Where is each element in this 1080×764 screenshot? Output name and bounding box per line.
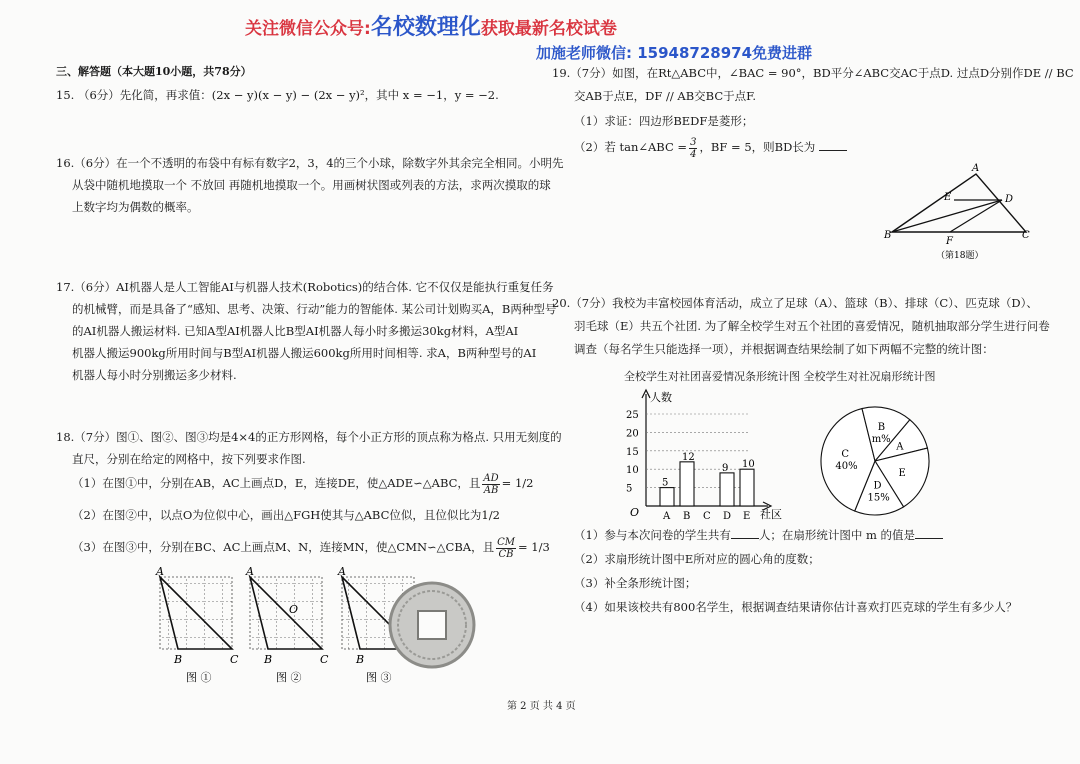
q19-pt-A: A [972,163,980,174]
q16-line1: 16.（6分）在一个不透明的布袋中有标有数字2，3，4的三个小球，除数字外其余完全相同。小明先 [56,156,564,170]
bar-ytick-label: 25 [626,410,639,421]
q19-part1: （1）求证：四边形BEDF是菱形； [574,114,754,128]
q20-q2: （2）求扇形统计图中E所对应的圆心角的度数； [574,552,820,566]
bar-value-label-A: 5 [662,477,669,489]
q18-part3-num: CM [497,536,515,548]
bar-value-label-B: 12 [682,451,695,463]
fig2-label-A: A [246,565,254,578]
fig1-label-A: A [156,565,164,578]
fig2-label-B: B [264,653,273,666]
q18-part2-text: （2）在图②中，以点O为位似中心，画出△FGH使其与△ABC位似，且位似比为 [72,508,482,522]
pie-label-A: A [896,441,904,453]
q19-pt-D: D [1005,194,1014,205]
q18-part1-num: AD [483,472,499,484]
q19-fig-caption: （第18题） [936,251,984,260]
bar-category-label-E: E [743,511,751,522]
bar-ytick-label: 10 [626,465,639,477]
q19-part2-num: 3 [690,136,697,148]
page-footer: 第 2 页 共 4 页 [507,701,576,712]
q17-line3: 的AI机器人搬运材料. 已知A型AI机器人比B型AI机器人每小时多搬运30kg材料，A型AI [72,324,519,338]
q18-part1-den: AB [483,484,499,496]
q18-part1-fraction [482,473,499,496]
header-banner [245,10,617,41]
q18-part1-text: （1）在图①中，分别在AB，AC上画点D，E，连接DE，使△ADE∽△ABC，且 [72,476,481,490]
bar-category-label-C: C [703,511,711,522]
q17-line4: 机器人搬运900kg所用时间与B型AI机器人搬运600kg所用时间相等. 求A，B两种型号的AI [72,346,537,360]
bar-value-label-D: 9 [722,462,729,474]
q19-part2-fraction [689,137,697,160]
q18-figure-1 [155,565,239,684]
banner-brand: 名校数理化 [370,15,481,40]
bar-ytick-label: 5 [626,483,633,495]
fig3-label-A: A [338,565,346,578]
fig3-caption: 图 ③ [366,671,392,684]
pie-label-E: E [898,468,906,480]
section-heading: 三、解答题（本大题10小题，共78分） [56,65,252,78]
pie-label-D: D [873,480,882,492]
fig2-label-C: C [320,653,329,666]
q18-part2 [72,504,500,526]
q18-part3-den: CB [498,548,514,560]
q19-part2-text-a: （2）若 tan∠ABC = [574,140,688,154]
pie-label-B: B [877,422,886,434]
q20-chart-title: 全校学生对社团喜爱情况条形统计图 全校学生对社况扇形统计图 [624,370,936,383]
q19-pt-B: B [884,230,892,241]
q17-line1: 17.（6分）AI机器人是人工智能AI与机器人技术(Robotics)的结合体. 它不仅仅是能执行重复任务 [56,280,554,294]
banner-suffix: 获取最新名校试卷 [480,19,617,39]
bar-A [660,488,674,506]
q18-part2-val: 1/2 [481,508,500,522]
q18-part1 [72,472,533,496]
fig1-caption: 图 ① [186,671,212,684]
q18-figures [150,565,490,690]
q20-pie-chart [818,404,932,518]
fig1-label-B: B [174,653,183,666]
q15-text: 15. （6分）先化简，再求值：(2x − y)(x − y) − (2x − y)²，其中 x = −1，y = −2. [56,88,499,102]
q19-part2 [574,136,847,160]
bar-category-label-B: B [683,511,691,522]
pie-value-D: 15% [867,492,890,504]
q20-line1: 20.（7分）我校为丰富校园体育活动，成立了足球（A）、篮球（B）、排球（C）、匹克球（D）、 [552,296,1038,310]
q19-part2-den: 4 [690,148,697,160]
bar-ytick-label: 20 [626,428,639,440]
fig1-label-C: C [230,653,239,666]
bar-xlabel: 社区 [760,508,782,521]
q19-line2: 交AB于点E，DF // AB交BC于点F. [574,89,756,103]
q18-part3-fraction [496,537,516,560]
q20-q1-blank-2[interactable] [915,526,943,539]
q18-part3 [72,536,550,560]
q20-line3: 调查（每名学生只能选择一项），并根据调查结果绘制了如下两幅不完整的统计图： [574,342,994,356]
q19-line1: 19.（7分）如图，在Rt△ABC中，∠BAC = 90°，BD平分∠ABC交AC于点D. 过点D分别作DE // BC [552,66,1074,80]
bar-D [720,473,734,506]
q20-q3: （3）补全条形统计图； [574,576,697,590]
bar-ytick-label: 15 [626,446,639,458]
coin-seal-icon [390,583,474,667]
q19-figure [880,160,1040,260]
bar-E [740,469,754,506]
q16-line3: 上数字均为偶数的概率。 [72,200,199,214]
q20-q1 [574,524,943,546]
fig2-label-O: O [289,603,299,616]
q16-line2: 从袋中随机地摸取一个 不放回 再随机地摸取一个。用画树状图或列表的方法，求两次摸取的球 [72,178,551,192]
bar-origin: O [630,506,640,519]
bar-value-label-E: 10 [742,459,755,471]
pie-value-B: m% [871,434,891,446]
q19-part2-text-b: ，BF = 5，则BD长为 [699,140,816,154]
q18-line2: 直尺，分别在给定的网格中，按下列要求作图. [72,452,306,466]
q20-q1-blank-1[interactable] [731,526,759,539]
q20-bar-chart [618,388,794,522]
q17-line2: 的机械臂，而是具备了“感知、思考、决策、行动”能力的智能体. 某公司计划购买A，B两种型号 [72,302,557,316]
q20-q1-text-a: （1）参与本次问卷的学生共有 [574,528,731,542]
q20-line2: 羽毛球（E）共五个社团. 为了解全校学生对五个社团的喜爱情况，随机抽取部分学生进行问卷 [574,319,1050,333]
q18-line1: 18.（7分）图①、图②、图③均是4×4的正方形网格，每个小正方形的顶点称为格点. 只用无刻度的 [56,430,562,444]
pie-label-C: C [841,448,850,460]
bar-category-label-D: D [723,511,732,522]
q19-answer-blank[interactable] [819,138,847,151]
q18-figure-2 [245,565,329,684]
banner-contact: 加施老师微信: 15948728974免费进群 [536,44,813,62]
bar-B [680,462,694,506]
banner-prefix: 关注微信公众号: [245,19,371,39]
q18-part3-val: = 1/3 [517,540,550,554]
pie-value-C: 40% [835,460,858,472]
q19-pt-E: E [944,192,952,203]
bar-ylabel: 人数 [650,391,672,404]
q19-pt-F: F [946,236,953,247]
q19-pt-C: C [1022,230,1030,241]
q17-line5: 机器人每小时分别搬运多少材料. [72,368,237,382]
q20-q4: （4）如果该校共有800名学生，根据调查结果请你估计喜欢打匹克球的学生有多少人？ [574,600,1018,614]
bar-category-label-A: A [663,511,671,522]
fig3-label-B: B [356,653,365,666]
q18-part1-val: = 1/2 [501,476,534,490]
fig2-caption: 图 ② [276,671,302,684]
q20-q1-text-b: 人；在扇形统计图中 m 的值是 [758,528,916,542]
q18-part3-text: （3）在图③中，分别在BC、AC上画点M、N，连接MN，使△CMN∽△CBA，且 [72,540,495,554]
